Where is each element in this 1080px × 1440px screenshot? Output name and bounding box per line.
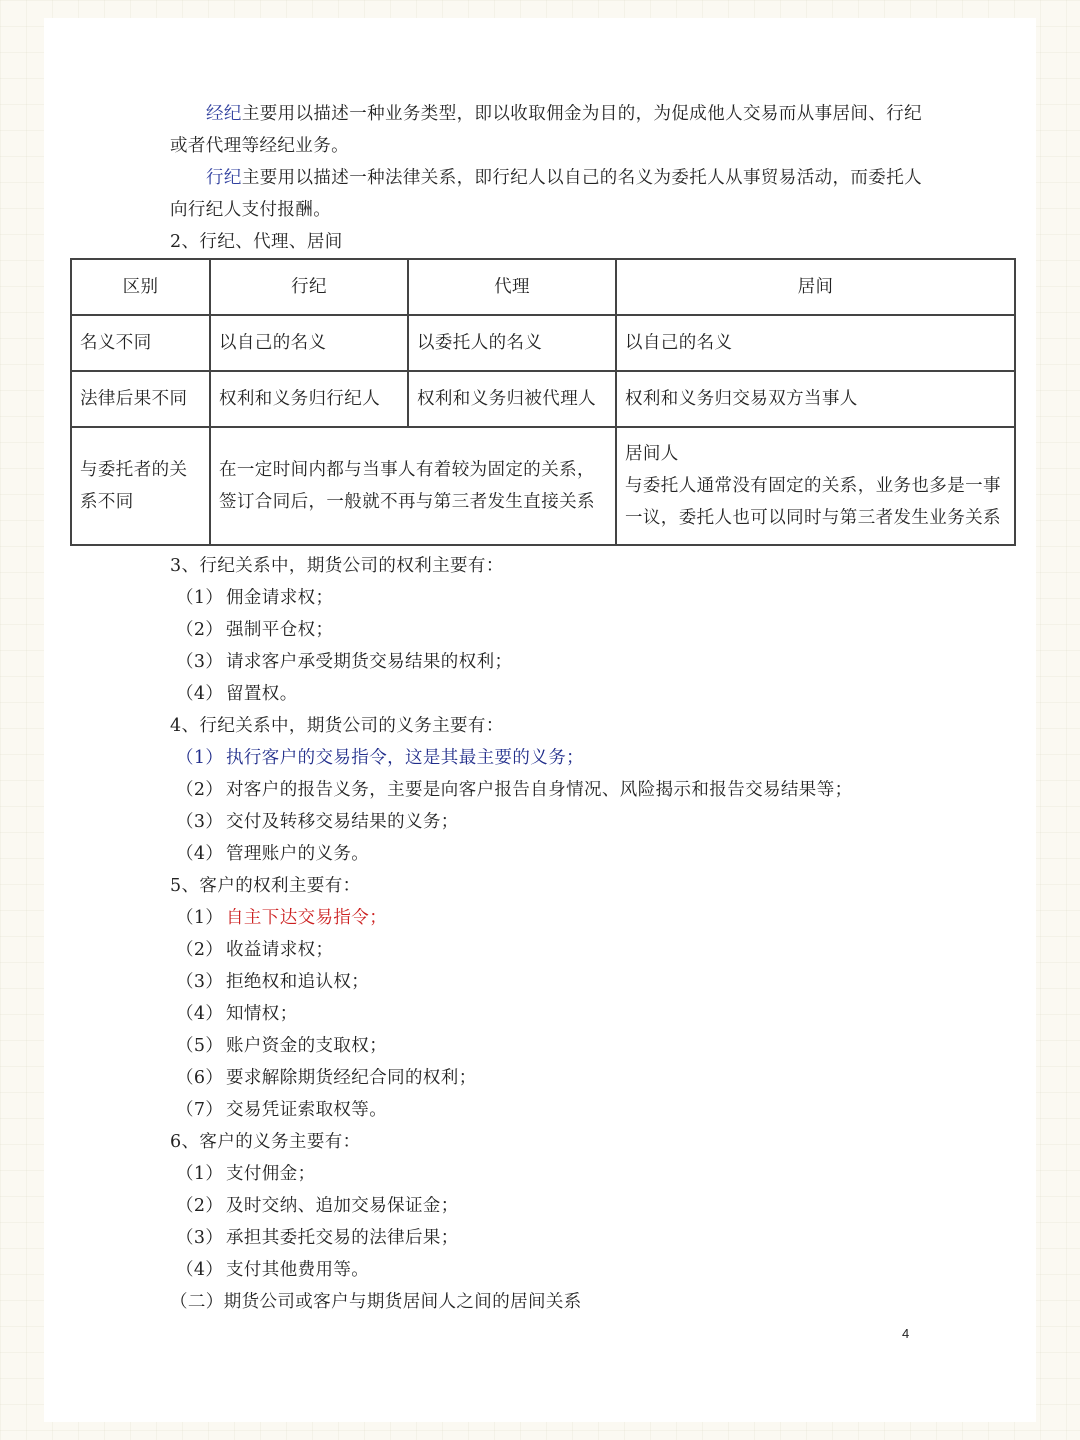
- table-cell: 以自己的名义: [616, 315, 1015, 371]
- table-cell: [616, 427, 1015, 545]
- table-cell: 权利和义务归被代理人: [408, 371, 616, 427]
- keyword-jingji: 经纪: [206, 104, 242, 124]
- list-item: （1） 佣金请求权；: [176, 588, 334, 608]
- list-item: （2） 及时交纳、追加交易保证金；: [176, 1196, 459, 1216]
- list-item: （2） 对客户的报告义务，主要是向客户报告自身情况、风险揭示和报告交易结果等；: [176, 780, 853, 800]
- list-item: （5） 账户资金的支取权；: [176, 1036, 388, 1056]
- table-cell: 名义不同: [71, 315, 210, 371]
- document-page: [44, 18, 1036, 1422]
- list-item: （4） 管理账户的义务。: [176, 844, 370, 864]
- list-item: （3） 请求客户承受期货交易结果的权利；: [176, 652, 513, 672]
- list-item: （4） 留置权。: [176, 684, 298, 704]
- table-wrapper: [80, 258, 1001, 550]
- table-header-cell: 行纪: [210, 259, 408, 315]
- list-item: （7） 交易凭证索取权等。: [176, 1100, 388, 1120]
- juj-text: 与委托人通常没有固定的关系，业务也多是一事一议，委托人也可以同时与第三者发生业务关系: [625, 476, 1001, 528]
- list-item: （3） 交付及转移交易结果的义务；: [176, 812, 459, 832]
- keyword-hangji: 行纪: [206, 168, 242, 188]
- section-2-title: 2、行纪、代理、居间: [170, 232, 343, 252]
- table-merged-cell: 在一定时间内都与当事人有着较为固定的关系，签订合同后，一般就不再与第三者发生直接关系: [210, 427, 616, 545]
- table-cell: 法律后果不同: [71, 371, 210, 427]
- table-header-row: [71, 259, 1015, 315]
- list-item: （6） 要求解除期货经纪合同的权利；: [176, 1068, 477, 1088]
- intro-text-2: 主要用以描述一种法律关系，即行纪人以自己的名义为委托人从事贸易活动，而委托人向行纪人支付报酬。: [170, 168, 923, 220]
- section-5-title: 5、客户的权利主要有：: [170, 876, 361, 896]
- table-cell: 权利和义务归行纪人: [210, 371, 408, 427]
- page-number: 4: [902, 1326, 910, 1341]
- table-header-cell: 区别: [71, 259, 210, 315]
- intro-paragraph-1: [170, 98, 930, 162]
- intro-paragraph-2: [170, 162, 930, 226]
- list-item: （4） 支付其他费用等。: [176, 1260, 370, 1280]
- table-cell: 与委托者的关系不同: [71, 427, 210, 545]
- list-item-highlighted-blue: （1） 执行客户的交易指令，这是其最主要的义务；: [176, 748, 584, 768]
- section-3-title: 3、行纪关系中，期货公司的权利主要有：: [170, 556, 504, 576]
- table-row: [71, 427, 1015, 545]
- page-content: [80, 98, 1001, 1318]
- intro-text-1: 主要用以描述一种业务类型，即以收取佣金为目的，为促成他人交易而从事居间、行纪或者代理等经纪业务。: [170, 104, 923, 156]
- section-4-title: 4、行纪关系中，期货公司的义务主要有：: [170, 716, 504, 736]
- comparison-table: [70, 258, 1016, 546]
- subsection-title: （二）期货公司或客户与期货居间人之间的居间关系: [170, 1292, 582, 1312]
- table-header-cell: 代理: [408, 259, 616, 315]
- section-6-title: 6、客户的义务主要有：: [170, 1132, 361, 1152]
- table-row: [71, 371, 1015, 427]
- table-cell: 以委托人的名义: [408, 315, 616, 371]
- list-item: （2） 收益请求权；: [176, 940, 334, 960]
- list-item: （4） 知情权；: [176, 1004, 298, 1024]
- table-header-cell: 居间: [616, 259, 1015, 315]
- list-item: （3） 拒绝权和追认权；: [176, 972, 370, 992]
- list-item: （3） 承担其委托交易的法律后果；: [176, 1228, 459, 1248]
- list-item: （1） 支付佣金；: [176, 1164, 316, 1184]
- list-item: （2） 强制平仓权；: [176, 620, 334, 640]
- juj-title: 居间人: [625, 444, 679, 464]
- table-cell: 以自己的名义: [210, 315, 408, 371]
- table-cell: 权利和义务归交易双方当事人: [616, 371, 1015, 427]
- list-item-highlighted-red: （1） 自主下达交易指令；: [176, 908, 388, 928]
- table-row: [71, 315, 1015, 371]
